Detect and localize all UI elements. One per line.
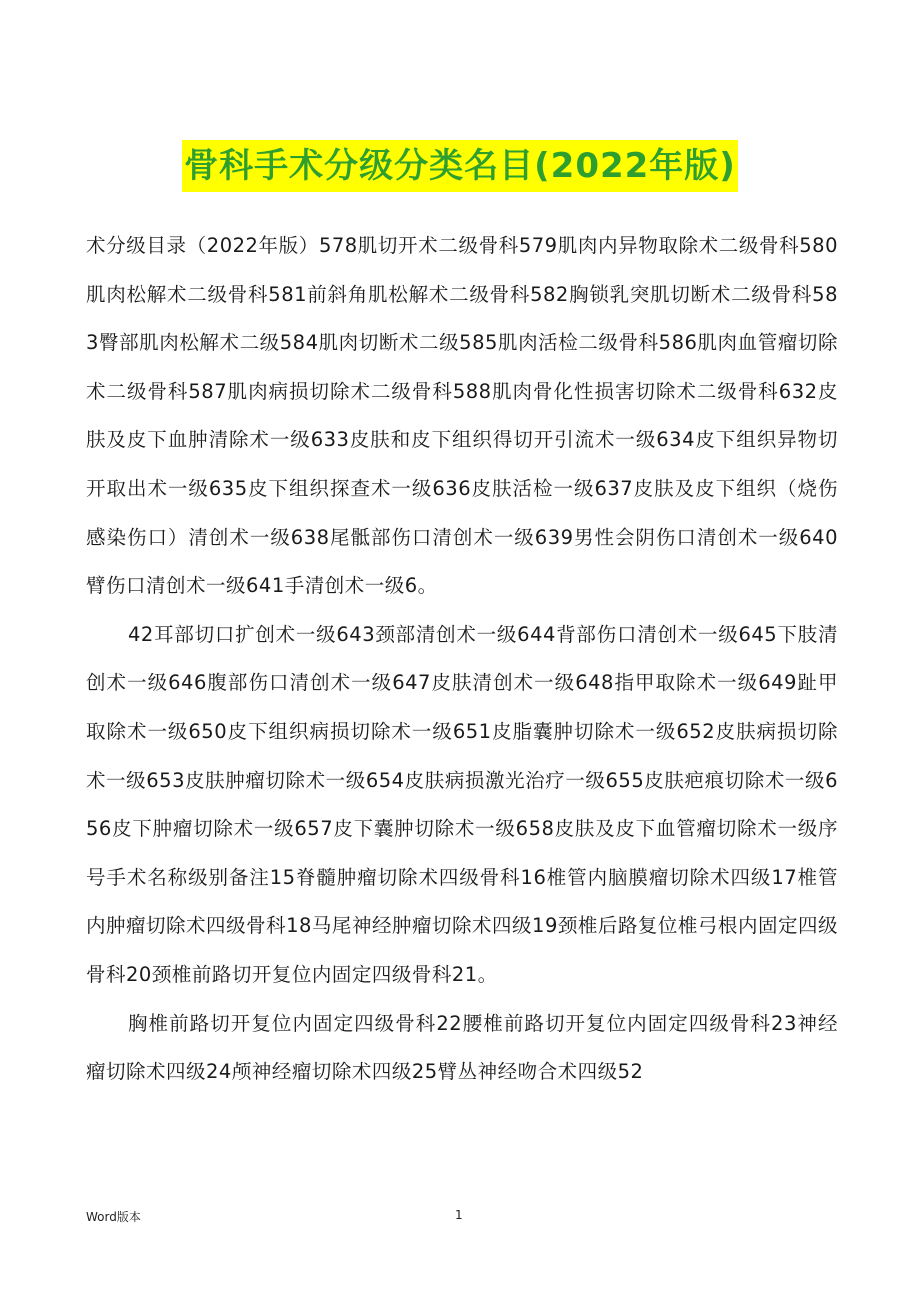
title-container xyxy=(0,140,920,192)
footer-label: Word版本 xyxy=(86,1210,141,1224)
paragraph-3: 胸椎前路切开复位内固定四级骨科22腰椎前路切开复位内固定四级骨科23神经瘤切除术四级24颅神经瘤切除术四级25臂丛神经吻合术四级52 xyxy=(86,1011,838,1084)
document-body xyxy=(86,222,838,1097)
page-number: 1 xyxy=(455,1208,463,1222)
document-title: 骨科手术分级分类名目(2022年版) xyxy=(182,140,738,192)
paragraph-2: 42耳部切口扩创术一级643颈部清创术一级644背部伤口清创术一级645下肢清创术一级646腹部伤口清创术一级647皮肤清创术一级648指甲取除术一级649趾甲取除术一级650皮下组织病损切除术一级651皮脂囊肿切除术一级652皮肤病损切除术一级653皮肤肿瘤切除术一级654皮肤病损激光治疗一级655皮肤疤痕切除术一级656皮下肿瘤切除术一级657皮下囊肿切除术一级658皮肤及皮下血管瘤切除术一级序号手术名称级别备注15脊髓肿瘤切除术四级骨科16椎管内脑膜瘤切除术四级17椎管内肿瘤切除术四级骨科18马尾神经肿瘤切除术四级19颈椎后路复位椎弓根内固定四级骨科20颈椎前路切开复位内固定四级骨科21。 xyxy=(86,622,838,986)
paragraph-1: 术分级目录（2022年版）578肌切开术二级骨科579肌肉内异物取除术二级骨科580肌肉松解术二级骨科581前斜角肌松解术二级骨科582胸锁乳突肌切断术二级骨科583臀部肌肉松解术二级584肌肉切断术二级585肌肉活检二级骨科586肌肉血管瘤切除术二级骨科587肌肉病损切除术二级骨科588肌肉骨化性损害切除术二级骨科632皮肤及皮下血肿清除术一级633皮肤和皮下组织得切开引流术一级634皮下组织异物切开取出术一级635皮下组织探查术一级636皮肤活检一级637皮肤及皮下组织（烧伤感染伤口）清创术一级638尾骶部伤口清创术一级639男性会阴伤口清创术一级640臂伤口清创术一级641手清创术一级6。 xyxy=(86,234,838,598)
